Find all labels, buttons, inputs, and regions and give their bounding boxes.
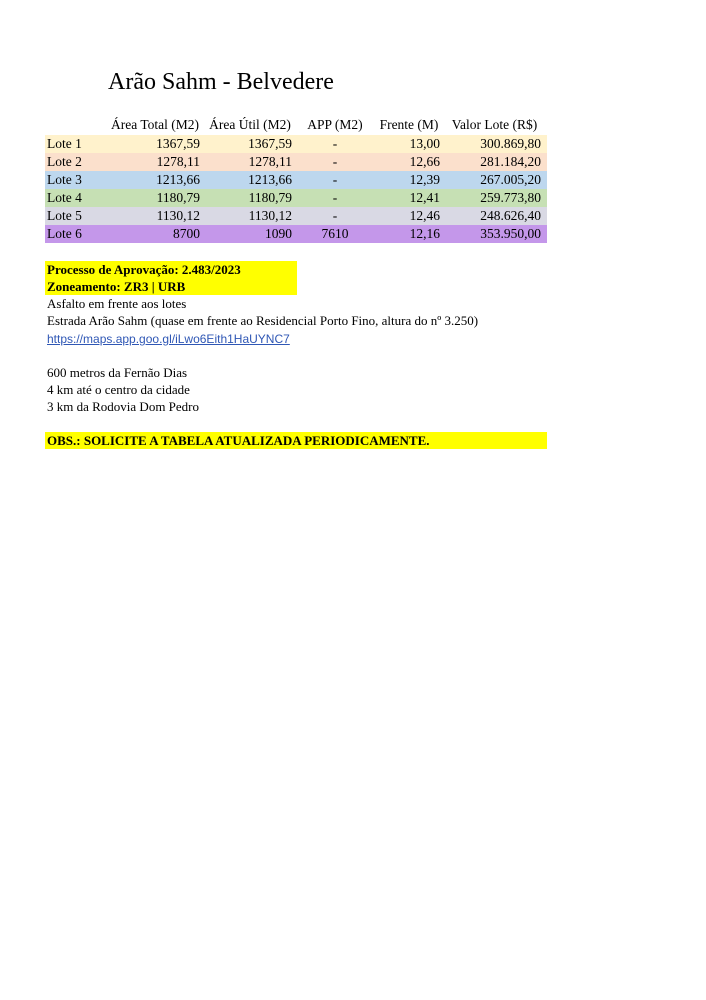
- valor-lote: 267.005,20: [480, 172, 541, 187]
- distance-dom-pedro: 3 km da Rodovia Dom Pedro: [47, 399, 200, 414]
- lot-name: Lote 1: [47, 136, 82, 151]
- valor-lote: 259.773,80: [480, 190, 541, 205]
- table-row: [45, 207, 547, 225]
- lot-name: Lote 2: [47, 154, 82, 169]
- app-area: -: [332, 190, 338, 205]
- maps-link[interactable]: https://maps.app.goo.gl/iLwo6Eith1HaUYNC7: [47, 332, 290, 346]
- header-cell: APP (M2): [307, 117, 363, 132]
- lot-name: Lote 3: [47, 172, 82, 187]
- valor-lote: 248.626,40: [480, 208, 541, 223]
- area-total: 1130,12: [156, 208, 200, 223]
- distance-city-center: 4 km até o centro da cidade: [47, 382, 190, 397]
- frente: 12,66: [409, 154, 440, 169]
- area-util: 1367,59: [248, 136, 292, 151]
- frente: 12,41: [409, 190, 440, 205]
- area-total: 8700: [173, 226, 200, 241]
- header-cell: Frente (M): [379, 117, 439, 132]
- table-row: [45, 189, 547, 207]
- lot-name: Lote 6: [47, 226, 82, 241]
- valor-lote: 353.950,00: [480, 226, 541, 241]
- lot-name: Lote 5: [47, 208, 82, 223]
- header-cell: Área Total (M2): [110, 117, 200, 132]
- table-row: [45, 153, 547, 171]
- lots-table: [45, 115, 547, 243]
- app-area: -: [332, 172, 338, 187]
- app-area: -: [332, 208, 338, 223]
- area-total: 1278,11: [156, 154, 200, 169]
- frente: 12,16: [409, 226, 440, 241]
- page-title: Arão Sahm - Belvedere: [108, 69, 334, 95]
- maps-link-line: [47, 330, 290, 348]
- table-row: [45, 171, 547, 189]
- app-area: 7610: [321, 226, 349, 241]
- app-area: -: [332, 136, 338, 151]
- valor-lote: 300.869,80: [480, 136, 541, 151]
- distance-fernao-dias: 600 metros da Fernão Dias: [47, 365, 188, 380]
- area-util: 1180,79: [248, 190, 292, 205]
- area-util: 1213,66: [248, 172, 292, 187]
- header-cell: Valor Lote (R$): [451, 117, 538, 132]
- header-cell: Área Útil (M2): [209, 117, 291, 132]
- valor-lote: 281.184,20: [480, 154, 541, 169]
- frente: 13,00: [409, 136, 440, 151]
- area-util: 1130,12: [248, 208, 292, 223]
- table-row: [45, 135, 547, 153]
- header-cell: [45, 115, 108, 135]
- area-util: 1090: [265, 226, 292, 241]
- zoning: Zoneamento: ZR3 | URB: [45, 278, 297, 295]
- asphalt-note: Asfalto em frente aos lotes: [47, 296, 187, 311]
- approval-process: Processo de Aprovação: 2.483/2023: [45, 261, 297, 278]
- road-address: Estrada Arão Sahm (quase em frente ao Residencial Porto Fino, altura do nº 3.250): [47, 313, 479, 328]
- area-total: 1213,66: [156, 172, 200, 187]
- area-total: 1180,79: [156, 190, 200, 205]
- area-total: 1367,59: [156, 136, 200, 151]
- frente: 12,39: [409, 172, 440, 187]
- table-header-row: [45, 115, 547, 135]
- lot-name: Lote 4: [47, 190, 82, 205]
- area-util: 1278,11: [248, 154, 292, 169]
- table-row: [45, 225, 547, 243]
- obs-note: OBS.: SOLICITE A TABELA ATUALIZADA PERIODICAMENTE.: [45, 432, 547, 449]
- frente: 12,46: [409, 208, 440, 223]
- app-area: -: [332, 154, 338, 169]
